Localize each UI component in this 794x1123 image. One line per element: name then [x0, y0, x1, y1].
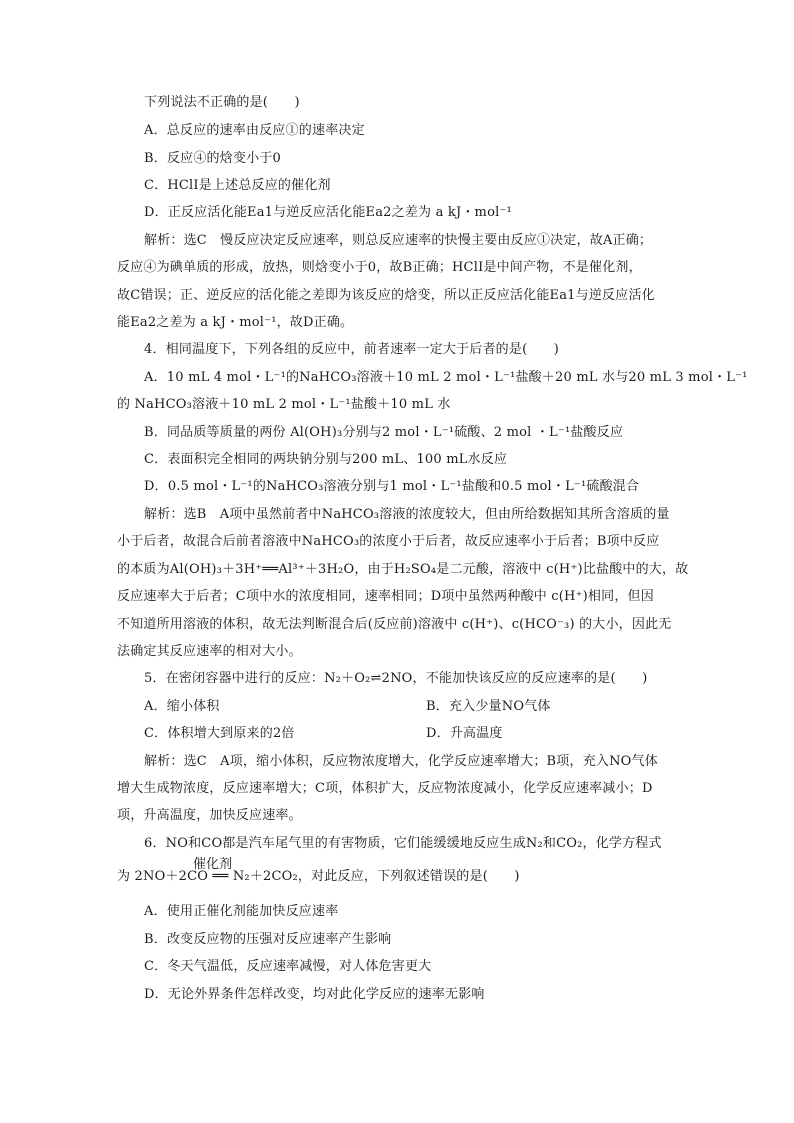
- option-c: C．表面积完全相同的两块钠分别与200 mL、100 mL水反应: [144, 452, 508, 467]
- option-b: B．改变反应物的压强对反应速率产生影响: [144, 932, 392, 947]
- option-a-cont: 的 NaHCO₃溶液＋10 mL 2 mol・L⁻¹盐酸＋10 mL 水: [117, 397, 451, 412]
- question-6-equation: 为 2NO＋2CO ══ N₂＋2CO₂，对此反应，下列叙述错误的是( ): [117, 869, 520, 884]
- question-4-stem: 4．相同温度下，下列各组的反应中，前者速率一定大于后者的是( ): [144, 342, 560, 357]
- analysis-line: 增大生成物浓度，反应速率增大；C项，体积扩大，反应物浓度减小，化学反应速率减小；D: [117, 781, 653, 796]
- option-a: A．使用正催化剂能加快反应速率: [144, 904, 339, 919]
- option-c: C．冬天气温低，反应速率减慢，对人体危害更大: [144, 959, 432, 974]
- analysis-line: 解析：选C 慢反应决定反应速率，则总反应速率的快慢主要由反应①决定，故A正确；: [144, 233, 653, 248]
- analysis-line: 能Ea2之差为 a kJ・mol⁻¹，故D正确。: [117, 315, 354, 330]
- analysis-line: 故C错误；正、逆反应的活化能之差即为该反应的焓变，所以正反应活化能Ea1与逆反应活化: [117, 288, 655, 303]
- analysis-line: 反应④为碘单质的形成，放热，则焓变小于0，故B正确；HClI是中间产物，不是催化剂，: [117, 260, 642, 275]
- analysis-line: 法确定其反应速率的相对大小。: [117, 644, 302, 659]
- option-d: D．升高温度: [426, 726, 503, 741]
- option-d: D．0.5 mol・L⁻¹的NaHCO₃溶液分别与1 mol・L⁻¹盐酸和0.5 mol・L⁻¹硫酸混合: [144, 479, 640, 494]
- option-d: D．正反应活化能Ea1与逆反应活化能Ea2之差为 a kJ・mol⁻¹: [144, 205, 512, 220]
- option-b: B．同品质等质量的两份 Al(OH)₃分别与2 mol・L⁻¹硫酸、2 mol ・L⁻¹盐酸反应: [144, 425, 624, 440]
- analysis-line: 项，升高温度，加快反应速率。: [117, 808, 302, 823]
- analysis-line: 的本质为Al(OH)₃＋3H⁺══Al³⁺＋3H₂O，由于H₂SO₄是二元酸，溶液中 c(H⁺)比盐酸中的大，故: [117, 562, 689, 577]
- analysis-line: 小于后者，故混合后前者溶液中NaHCO₃的浓度小于后者，故反应速率小于后者；B项中反应: [117, 534, 660, 549]
- analysis-line: 解析：选B A项中虽然前者中NaHCO₃溶液的浓度较大，但由所给数据知其所含溶质的量: [144, 507, 670, 522]
- option-b: B．充入少量NO气体: [426, 699, 551, 714]
- option-b: B．反应④的焓变小于0: [144, 151, 282, 166]
- analysis-line: 解析：选C A项，缩小体积，反应物浓度增大，化学反应速率增大；B项，充入NO气体: [144, 754, 658, 769]
- question-6-stem: 6．NO和CO都是汽车尾气里的有害物质，它们能缓缓地反应生成N₂和CO₂，化学方程式: [144, 836, 662, 851]
- analysis-line: 反应速率大于后者；C项中水的浓度相同，速率相同；D项中虽然两种酸中 c(H⁺)相同，但因: [117, 589, 654, 604]
- option-d: D．无论外界条件怎样改变，均对此化学反应的速率无影响: [144, 987, 485, 1002]
- question-3-stem: 下列说法不正确的是( ): [144, 95, 300, 110]
- option-a: A．10 mL 4 mol・L⁻¹的NaHCO₃溶液＋10 mL 2 mol・L⁻¹盐酸＋20 mL 水与20 mL 3 mol・L⁻¹: [144, 370, 748, 385]
- option-a: A．总反应的速率由反应①的速率决定: [144, 123, 365, 138]
- option-a: A．缩小体积: [144, 699, 220, 714]
- option-c: C．HClI是上述总反应的催化剂: [144, 178, 331, 193]
- option-c: C．体积增大到原来的2倍: [144, 726, 295, 741]
- catalyst-label: 催化剂: [193, 857, 233, 872]
- question-5-stem: 5．在密闭容器中进行的反应：N₂＋O₂⇌2NO，不能加快该反应的反应速率的是( ): [144, 671, 648, 686]
- analysis-line: 不知道所用溶液的体积，故无法判断混合后(反应前)溶液中 c(H⁺)、c(HCO⁻₃) 的大小，因此无: [117, 617, 672, 632]
